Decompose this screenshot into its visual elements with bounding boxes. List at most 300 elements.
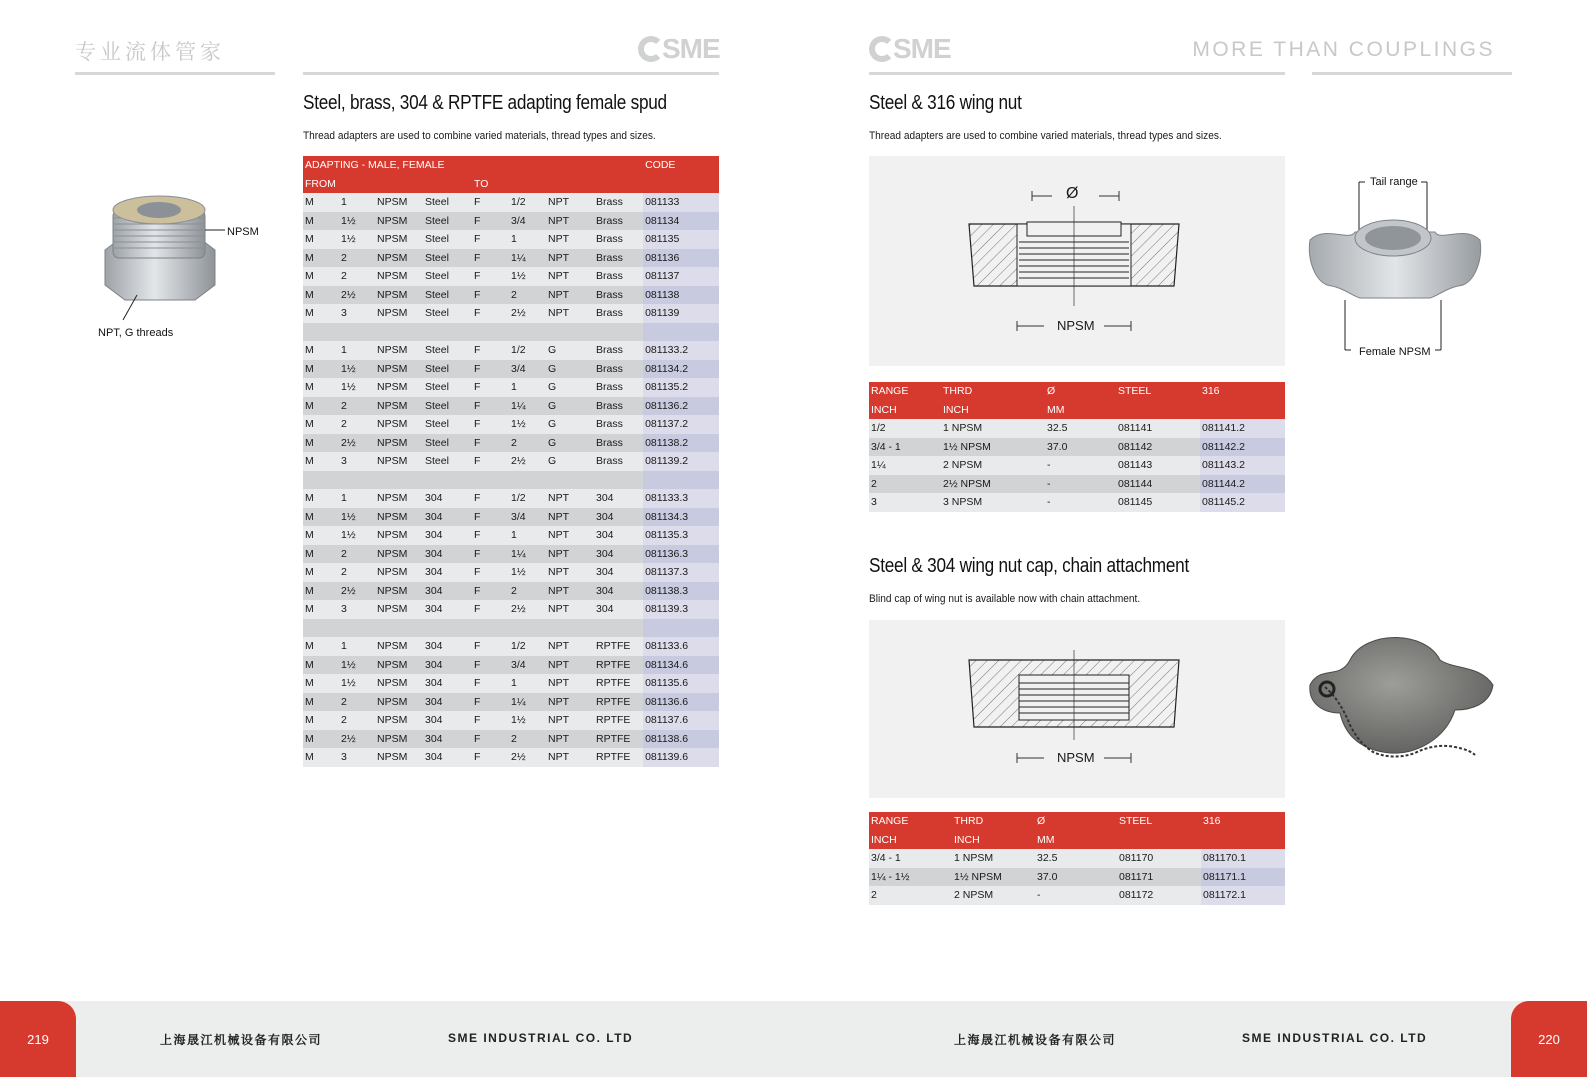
table-cell: M	[303, 434, 339, 453]
table-cell: 3/4 - 1	[869, 849, 952, 868]
table-cell: NPSM	[375, 212, 423, 231]
table-cell: RPTFE	[594, 748, 643, 767]
table-cell: 304	[423, 582, 472, 601]
table-cell: 2½	[339, 730, 375, 749]
table-cell: 1	[509, 674, 546, 693]
table-cell: 1½	[509, 415, 546, 434]
table-cell: G	[546, 378, 594, 397]
cap-table	[869, 812, 1285, 905]
table-cell	[643, 619, 719, 638]
table-cell: M	[303, 637, 339, 656]
table-cell: 1½	[509, 563, 546, 582]
table-cell: 3/4	[509, 212, 546, 231]
table-cell: M	[303, 545, 339, 564]
table-row	[303, 748, 719, 767]
header-cell: THRD	[941, 382, 1045, 401]
table-cell: Steel	[423, 415, 472, 434]
table-cell: F	[472, 452, 509, 471]
table-row	[303, 415, 719, 434]
table-cell: Brass	[594, 452, 643, 471]
table-row	[303, 341, 719, 360]
table-row	[303, 545, 719, 564]
table-cell: 1	[339, 341, 375, 360]
table-cell: 37.0	[1045, 438, 1116, 457]
cap-photo	[1305, 625, 1495, 770]
table-cell: 1½	[509, 267, 546, 286]
table-spacer-row	[303, 619, 719, 638]
table-cell: 081139.3	[643, 600, 719, 619]
table-cell: M	[303, 212, 339, 231]
table-cell: 2	[339, 693, 375, 712]
table-cell: F	[472, 304, 509, 323]
table-cell: 081133.6	[643, 637, 719, 656]
cap-table-header-1	[869, 812, 1285, 831]
table-cell: NPSM	[375, 267, 423, 286]
table-cell: 1	[339, 489, 375, 508]
table-cell: Brass	[594, 267, 643, 286]
table-cell: 1/2	[509, 637, 546, 656]
header-cell: THRD	[952, 812, 1035, 831]
table-row	[303, 693, 719, 712]
table-row	[303, 452, 719, 471]
table-cell: F	[472, 267, 509, 286]
table-cell: NPSM	[375, 415, 423, 434]
header-cell: TO	[472, 175, 643, 194]
table-cell	[594, 471, 643, 490]
table-cell: F	[472, 249, 509, 268]
table-cell: 1½	[339, 656, 375, 675]
table-cell: 304	[423, 730, 472, 749]
table-cell: NPSM	[375, 637, 423, 656]
table-cell: NPT	[546, 212, 594, 231]
table-cell: Steel	[423, 341, 472, 360]
table-cell: F	[472, 397, 509, 416]
table-cell: NPSM	[375, 526, 423, 545]
table-cell: 2½ NPSM	[941, 475, 1045, 494]
table-cell: 3	[339, 452, 375, 471]
table-cell: 1½	[339, 360, 375, 379]
table-cell: M	[303, 267, 339, 286]
table-cell: F	[472, 508, 509, 527]
cap-description: Blind cap of wing nut is available now with chain attachment.	[869, 593, 1141, 605]
callout-threads: NPT, G threads	[98, 327, 174, 339]
table-cell: 081137.2	[643, 415, 719, 434]
table-cell: M	[303, 341, 339, 360]
table-cell: -	[1045, 456, 1116, 475]
wingnut-diagram-npsm-label: NPSM	[1057, 318, 1095, 333]
sme-logo-right	[869, 33, 951, 65]
table-cell: 1	[509, 230, 546, 249]
table-cell: 304	[423, 600, 472, 619]
spud-title: Steel, brass, 304 & RPTFE adapting female spud	[303, 92, 667, 114]
table-cell: 2½	[509, 748, 546, 767]
table-cell: NPT	[546, 600, 594, 619]
table-cell: NPSM	[375, 360, 423, 379]
table-row	[303, 212, 719, 231]
table-cell: 1½	[339, 674, 375, 693]
wingnut-table-header-2	[869, 401, 1285, 420]
table-cell: F	[472, 693, 509, 712]
table-cell: 3	[869, 493, 941, 512]
table-cell: 2	[509, 286, 546, 305]
header-cell: INCH	[941, 401, 1045, 420]
table-row	[869, 886, 1285, 905]
table-cell: G	[546, 434, 594, 453]
table-cell: 081143.2	[1200, 456, 1285, 475]
table-cell: 1¼ - 1½	[869, 868, 952, 887]
table-cell: M	[303, 360, 339, 379]
table-cell: F	[472, 656, 509, 675]
table-cell: 081142.2	[1200, 438, 1285, 457]
table-row	[303, 267, 719, 286]
table-row	[869, 419, 1285, 438]
table-cell: 2	[339, 711, 375, 730]
wingnut-description: Thread adapters are used to combine varied materials, thread types and sizes.	[869, 130, 1222, 142]
cap-table-header-2	[869, 831, 1285, 850]
table-cell: 081170	[1117, 849, 1201, 868]
table-cell	[546, 619, 594, 638]
table-cell: 304	[423, 693, 472, 712]
table-cell: 3/4	[509, 360, 546, 379]
table-cell: 1¼	[509, 397, 546, 416]
table-cell: 2 NPSM	[941, 456, 1045, 475]
table-spacer-row	[303, 471, 719, 490]
table-cell: Brass	[594, 249, 643, 268]
table-cell: 1½ NPSM	[941, 438, 1045, 457]
table-cell: -	[1045, 493, 1116, 512]
table-cell: 081138.6	[643, 730, 719, 749]
table-cell: M	[303, 230, 339, 249]
table-cell	[594, 323, 643, 342]
table-cell: NPT	[546, 526, 594, 545]
logo-text: SME	[893, 33, 951, 64]
table-row	[869, 849, 1285, 868]
table-cell: F	[472, 489, 509, 508]
table-cell: Steel	[423, 249, 472, 268]
table-cell: 37.0	[1035, 868, 1117, 887]
table-cell: M	[303, 674, 339, 693]
table-cell: NPT	[546, 674, 594, 693]
table-row	[303, 674, 719, 693]
logo-mark-icon	[869, 36, 895, 62]
table-cell: 2	[339, 545, 375, 564]
table-row	[303, 434, 719, 453]
table-cell: F	[472, 341, 509, 360]
table-cell: Steel	[423, 212, 472, 231]
table-cell	[303, 619, 339, 638]
table-cell: 3	[339, 304, 375, 323]
table-cell: 081145.2	[1200, 493, 1285, 512]
table-cell: NPT	[546, 637, 594, 656]
header-cell: FROM	[303, 175, 472, 194]
table-cell: 304	[423, 748, 472, 767]
spud-table	[303, 156, 719, 767]
table-cell: RPTFE	[594, 693, 643, 712]
table-spacer-row	[303, 323, 719, 342]
table-cell: 081134.6	[643, 656, 719, 675]
table-cell: M	[303, 748, 339, 767]
table-cell: 3/4 - 1	[869, 438, 941, 457]
table-cell: F	[472, 415, 509, 434]
table-cell: 1/2	[869, 419, 941, 438]
header-cell: INCH	[952, 831, 1035, 850]
table-cell: Brass	[594, 286, 643, 305]
table-cell: 3	[339, 748, 375, 767]
table-cell: Steel	[423, 193, 472, 212]
table-cell: M	[303, 582, 339, 601]
table-cell: NPT	[546, 193, 594, 212]
table-cell: NPT	[546, 286, 594, 305]
table-cell: 2 NPSM	[952, 886, 1035, 905]
table-cell: 081144.2	[1200, 475, 1285, 494]
table-cell: 2	[509, 582, 546, 601]
header-cell	[643, 175, 719, 194]
table-cell: Brass	[594, 415, 643, 434]
table-cell: M	[303, 693, 339, 712]
table-cell: NPSM	[375, 600, 423, 619]
table-cell: Brass	[594, 434, 643, 453]
table-cell: 1½	[339, 508, 375, 527]
table-cell: F	[472, 286, 509, 305]
table-cell: RPTFE	[594, 730, 643, 749]
table-cell: NPSM	[375, 693, 423, 712]
wingnut-title: Steel & 316 wing nut	[869, 92, 1022, 114]
cap-diagram	[869, 620, 1285, 798]
table-cell: NPSM	[375, 656, 423, 675]
footer-company-cn-right: 上海晟江机械设备有限公司	[954, 1033, 1117, 1047]
table-cell: M	[303, 711, 339, 730]
table-cell: 2	[339, 249, 375, 268]
table-cell: 2½	[509, 600, 546, 619]
table-cell: 2	[509, 434, 546, 453]
table-cell: F	[472, 600, 509, 619]
table-cell	[423, 619, 472, 638]
logo-text: SME	[662, 33, 720, 64]
table-cell: 081136.6	[643, 693, 719, 712]
table-cell: Steel	[423, 360, 472, 379]
table-cell: NPSM	[375, 711, 423, 730]
cap-title: Steel & 304 wing nut cap, chain attachment	[869, 555, 1190, 577]
table-cell	[423, 471, 472, 490]
table-cell: F	[472, 730, 509, 749]
table-cell: Brass	[594, 341, 643, 360]
table-row	[869, 868, 1285, 887]
table-row	[869, 493, 1285, 512]
table-row	[869, 456, 1285, 475]
table-cell: M	[303, 249, 339, 268]
table-cell: NPT	[546, 711, 594, 730]
table-cell: 081137.6	[643, 711, 719, 730]
table-cell: NPT	[546, 545, 594, 564]
table-cell: NPSM	[375, 286, 423, 305]
table-cell: 304	[594, 508, 643, 527]
table-row	[303, 360, 719, 379]
table-cell: M	[303, 304, 339, 323]
table-cell: NPSM	[375, 582, 423, 601]
table-cell: RPTFE	[594, 656, 643, 675]
table-cell	[509, 323, 546, 342]
table-cell: 081133	[643, 193, 719, 212]
cap-diagram-npsm-label: NPSM	[1057, 750, 1095, 765]
table-row	[303, 378, 719, 397]
table-cell: 081144	[1116, 475, 1200, 494]
table-cell: M	[303, 563, 339, 582]
header-cell: ADAPTING - MALE, FEMALE	[303, 156, 643, 175]
table-cell: 3	[339, 600, 375, 619]
table-cell: Brass	[594, 360, 643, 379]
table-cell: NPSM	[375, 230, 423, 249]
table-cell: 2	[869, 886, 952, 905]
table-cell: Brass	[594, 378, 643, 397]
table-cell: 304	[423, 711, 472, 730]
table-cell: -	[1045, 475, 1116, 494]
table-cell: F	[472, 748, 509, 767]
table-row	[303, 730, 719, 749]
table-cell	[546, 323, 594, 342]
table-cell: G	[546, 397, 594, 416]
table-cell: 081136.2	[643, 397, 719, 416]
table-row	[303, 711, 719, 730]
table-row	[303, 563, 719, 582]
table-cell: NPT	[546, 508, 594, 527]
table-cell: Steel	[423, 286, 472, 305]
table-cell: F	[472, 582, 509, 601]
header-cell: STEEL	[1117, 812, 1201, 831]
table-cell: Brass	[594, 230, 643, 249]
table-cell: 081171.1	[1201, 868, 1285, 887]
table-cell: 081139	[643, 304, 719, 323]
table-cell	[509, 471, 546, 490]
header-cell: Ø	[1035, 812, 1117, 831]
table-cell: 1¼	[509, 693, 546, 712]
table-cell: RPTFE	[594, 674, 643, 693]
tagline-cn: 专业流体管家	[75, 40, 225, 64]
table-cell: 081138.3	[643, 582, 719, 601]
spud-table-header-1	[303, 156, 719, 175]
table-cell: M	[303, 600, 339, 619]
table-cell	[339, 471, 375, 490]
table-row	[303, 637, 719, 656]
table-cell: F	[472, 711, 509, 730]
table-cell: 081141.2	[1200, 419, 1285, 438]
table-cell: 304	[423, 656, 472, 675]
table-row	[303, 304, 719, 323]
table-cell	[375, 619, 423, 638]
page-number-left: 219	[0, 1001, 76, 1077]
table-cell: 2	[339, 267, 375, 286]
header-cell: MM	[1035, 831, 1117, 850]
header-rule-center-right	[869, 72, 1285, 75]
table-cell: 081143	[1116, 456, 1200, 475]
table-cell: NPT	[546, 582, 594, 601]
table-cell: 1½ NPSM	[952, 868, 1035, 887]
table-cell: NPSM	[375, 434, 423, 453]
table-cell: NPT	[546, 730, 594, 749]
header-rule-left	[75, 72, 275, 75]
table-cell: 081139.6	[643, 748, 719, 767]
spud-table-header-2	[303, 175, 719, 194]
table-cell: F	[472, 434, 509, 453]
table-cell: 2	[339, 397, 375, 416]
table-cell: M	[303, 489, 339, 508]
table-cell: M	[303, 730, 339, 749]
table-cell: 3/4	[509, 656, 546, 675]
table-cell: NPSM	[375, 748, 423, 767]
table-row	[303, 582, 719, 601]
table-cell: NPT	[546, 656, 594, 675]
page-number-right: 220	[1511, 1001, 1587, 1077]
table-cell: Steel	[423, 434, 472, 453]
table-cell: 1¼	[869, 456, 941, 475]
footer-company-cn-left: 上海晟江机械设备有限公司	[160, 1033, 323, 1047]
tagline-en: MORE THAN COUPLINGS	[1192, 38, 1495, 61]
table-row	[303, 230, 719, 249]
header-cell	[1201, 831, 1285, 850]
header-cell: RANGE	[869, 382, 941, 401]
table-cell: NPSM	[375, 378, 423, 397]
table-row	[303, 489, 719, 508]
table-cell: NPSM	[375, 508, 423, 527]
table-cell: 081136	[643, 249, 719, 268]
table-cell: 32.5	[1045, 419, 1116, 438]
header-cell: RANGE	[869, 812, 952, 831]
table-cell	[423, 323, 472, 342]
table-cell: Steel	[423, 397, 472, 416]
table-cell: 1	[509, 378, 546, 397]
table-cell: 081137	[643, 267, 719, 286]
header-cell: 316	[1200, 382, 1285, 401]
table-cell: M	[303, 193, 339, 212]
table-cell: NPSM	[375, 563, 423, 582]
table-cell: F	[472, 360, 509, 379]
table-cell: 304	[594, 526, 643, 545]
table-cell	[339, 619, 375, 638]
table-cell: M	[303, 397, 339, 416]
table-cell: NPT	[546, 563, 594, 582]
table-cell: 304	[423, 674, 472, 693]
spud-description: Thread adapters are used to combine varied materials, thread types and sizes.	[303, 130, 656, 142]
table-cell: 1½	[509, 711, 546, 730]
header-rule-right	[1312, 72, 1512, 75]
table-cell: NPT	[546, 693, 594, 712]
table-row	[869, 475, 1285, 494]
table-cell: NPSM	[375, 674, 423, 693]
table-cell: 081135.3	[643, 526, 719, 545]
table-cell: NPSM	[375, 730, 423, 749]
table-cell: M	[303, 526, 339, 545]
table-cell: 1 NPSM	[941, 419, 1045, 438]
header-cell: Ø	[1045, 382, 1116, 401]
footer-company-en-left: SME INDUSTRIAL CO. LTD	[448, 1031, 634, 1045]
table-cell: NPSM	[375, 193, 423, 212]
table-cell: NPT	[546, 230, 594, 249]
table-cell: F	[472, 526, 509, 545]
diameter-symbol: Ø	[1066, 185, 1079, 202]
table-cell: 2	[339, 415, 375, 434]
table-row	[303, 656, 719, 675]
table-cell: 304	[423, 489, 472, 508]
table-cell: 2½	[509, 304, 546, 323]
table-cell: F	[472, 212, 509, 231]
table-cell: 081134.3	[643, 508, 719, 527]
table-cell: 32.5	[1035, 849, 1117, 868]
header-cell: 316	[1201, 812, 1285, 831]
table-cell: F	[472, 545, 509, 564]
table-cell	[546, 471, 594, 490]
table-cell: 081138	[643, 286, 719, 305]
table-row	[303, 600, 719, 619]
table-cell: NPSM	[375, 489, 423, 508]
